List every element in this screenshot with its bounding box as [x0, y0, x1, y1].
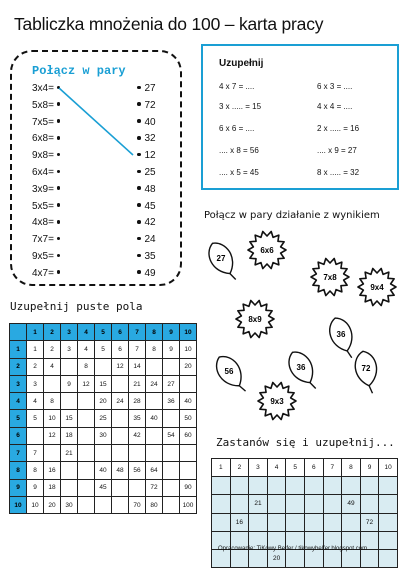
grid-cell: 40 — [95, 462, 112, 479]
small-grid-header-cell: 2 — [230, 459, 249, 477]
small-grid-cell[interactable] — [304, 549, 323, 567]
small-grid-cell: 20 — [267, 549, 286, 567]
grid-cell[interactable] — [163, 358, 180, 375]
grid-cell[interactable] — [61, 479, 78, 496]
grid-cell[interactable] — [44, 375, 61, 392]
grid-cell: 9 — [27, 479, 44, 496]
grid-cell[interactable] — [163, 445, 180, 462]
fill-equation[interactable]: .... x 5 = 45 — [219, 168, 259, 177]
match-right-label: 42 — [144, 217, 156, 229]
grid-row-header: 3 — [10, 375, 27, 392]
grid-cell: 56 — [129, 462, 146, 479]
small-grid-cell[interactable] — [286, 477, 305, 495]
grid-cell: 9 — [163, 341, 180, 358]
small-grid-cell[interactable] — [286, 549, 305, 567]
grid-row-header: 2 — [10, 358, 27, 375]
grid-cell: 18 — [44, 479, 61, 496]
grid-row — [10, 410, 197, 427]
flower[interactable] — [311, 258, 349, 295]
small-grid-cell[interactable] — [249, 477, 268, 495]
small-grid-cell[interactable] — [342, 513, 361, 531]
grid-row-header: 5 — [10, 410, 27, 427]
grid-cell[interactable] — [180, 462, 197, 479]
grid-cell: 15 — [61, 410, 78, 427]
grid-cell: 16 — [44, 462, 61, 479]
grid-cell[interactable] — [146, 393, 163, 410]
leaf-label: 36 — [336, 330, 346, 339]
small-grid-cell[interactable] — [323, 495, 342, 513]
grid-cell: 18 — [61, 427, 78, 444]
match-right-label: 27 — [144, 83, 156, 94]
grid-cell: 64 — [146, 462, 163, 479]
grid-header-cell: 9 — [163, 324, 180, 341]
leaf-stem — [239, 385, 245, 393]
grid-cell: 24 — [146, 375, 163, 392]
fill-equation[interactable]: 4 x 7 = .... — [219, 82, 255, 91]
grid-cell: 27 — [163, 375, 180, 392]
grid-cell[interactable] — [163, 496, 180, 513]
grid-cell[interactable] — [95, 358, 112, 375]
flower[interactable] — [236, 300, 274, 337]
grid-cell[interactable] — [44, 445, 61, 462]
grid-cell[interactable] — [61, 358, 78, 375]
small-grid-cell: 49 — [342, 495, 361, 513]
grid-row-header: 7 — [10, 445, 27, 462]
grid-header-cell: 8 — [146, 324, 163, 341]
grid-row — [10, 375, 197, 392]
grid-cell: 100 — [180, 496, 197, 513]
grid-cell[interactable] — [27, 427, 44, 444]
small-grid-cell[interactable] — [212, 513, 231, 531]
grid-cell: 21 — [129, 375, 146, 392]
fill-equation[interactable]: 4 x 4 = .... — [317, 102, 353, 111]
grid-cell: 1 — [27, 341, 44, 358]
small-grid-row — [212, 549, 398, 567]
small-grid-cell[interactable] — [323, 513, 342, 531]
small-grid-cell[interactable] — [323, 477, 342, 495]
match-left-label: 6x8= — [32, 133, 54, 145]
grid-cell: 9 — [61, 375, 78, 392]
grid-cell[interactable] — [95, 496, 112, 513]
flower[interactable] — [258, 382, 296, 419]
grid-cell: 72 — [146, 479, 163, 496]
match-left-label: 9x5= — [32, 251, 54, 262]
grid-cell[interactable] — [112, 445, 129, 462]
grid-corner-cell — [10, 324, 27, 341]
grid-cell: 4 — [78, 341, 95, 358]
small-grid-cell[interactable] — [379, 495, 398, 513]
grid-cell: 8 — [27, 462, 44, 479]
leaf-label: 36 — [296, 363, 306, 372]
grid-cell: 21 — [61, 445, 78, 462]
leaf[interactable] — [353, 349, 381, 395]
grid-row — [10, 358, 197, 375]
grid-cell: 10 — [44, 410, 61, 427]
grid-cell[interactable] — [112, 427, 129, 444]
small-grid-header-cell: 5 — [286, 459, 305, 477]
small-grid-cell[interactable] — [249, 513, 268, 531]
small-grid-cell[interactable] — [379, 513, 398, 531]
small-grid-cell[interactable] — [379, 549, 398, 567]
small-grid-header-cell: 3 — [249, 459, 268, 477]
match-right-label: 32 — [144, 133, 156, 145]
small-grid-cell[interactable] — [286, 495, 305, 513]
small-grid-cell[interactable] — [342, 549, 361, 567]
match-left-label: 6x4= — [32, 167, 54, 178]
fill-equation[interactable]: 8 x ..... = 32 — [317, 168, 360, 177]
grid-cell: 14 — [129, 358, 146, 375]
pair-title: Połącz w pary działanie z wynikiem — [204, 210, 380, 221]
small-grid-cell[interactable] — [304, 513, 323, 531]
grid-header-cell: 1 — [27, 324, 44, 341]
grid-cell[interactable] — [146, 427, 163, 444]
grid-header-cell: 3 — [61, 324, 78, 341]
grid-row — [10, 427, 197, 444]
small-grid-title: Zastanów się i uzupełnij... — [216, 436, 395, 449]
grid-cell: 45 — [95, 479, 112, 496]
grid-cell: 4 — [44, 358, 61, 375]
small-grid-header-cell: 4 — [267, 459, 286, 477]
small-grid-cell[interactable] — [267, 477, 286, 495]
small-grid-cell[interactable] — [323, 549, 342, 567]
small-grid-cell[interactable] — [230, 495, 249, 513]
grid-cell: 25 — [95, 410, 112, 427]
grid-row — [10, 341, 197, 358]
grid-cell[interactable] — [78, 393, 95, 410]
grid-cell[interactable] — [180, 445, 197, 462]
grid-row — [10, 393, 197, 410]
fill-title: Uzupełnij — [219, 58, 264, 69]
grid-cell[interactable] — [112, 479, 129, 496]
grid-cell: 12 — [112, 358, 129, 375]
grid-cell[interactable] — [146, 358, 163, 375]
flower-label: 9x3 — [270, 397, 284, 406]
grid-cell: 20 — [180, 358, 197, 375]
match-right-label: 24 — [144, 234, 156, 246]
grid-cell: 40 — [180, 393, 197, 410]
grid-row-header: 1 — [10, 341, 27, 358]
grid-cell: 80 — [146, 496, 163, 513]
grid-row-header: 4 — [10, 393, 27, 410]
match-right-label: 48 — [144, 183, 156, 195]
match-right-label: 12 — [144, 150, 156, 162]
grid-row-header: 10 — [10, 496, 27, 513]
grid-row — [10, 496, 197, 513]
grid-header-cell: 10 — [180, 324, 197, 341]
grid-header-row — [10, 324, 197, 341]
grid-cell: 6 — [112, 341, 129, 358]
grid-cell: 12 — [78, 375, 95, 392]
grid-cell: 7 — [129, 341, 146, 358]
fill-equation[interactable]: 2 x ..... = 16 — [317, 124, 360, 133]
fill-equation[interactable]: 3 x ..... = 15 — [219, 102, 262, 111]
small-grid-cell[interactable] — [342, 477, 361, 495]
small-grid-cell[interactable] — [212, 495, 231, 513]
grid-cell[interactable] — [78, 410, 95, 427]
flower-label: 8x9 — [248, 315, 262, 324]
grid-row — [10, 479, 197, 496]
flower[interactable] — [248, 231, 286, 268]
match-right-label: 35 — [144, 251, 156, 262]
small-grid-header-cell: 9 — [360, 459, 379, 477]
grid-cell: 12 — [44, 427, 61, 444]
fill-equation[interactable]: .... x 9 = 27 — [317, 146, 357, 155]
grid-row-header: 6 — [10, 427, 27, 444]
small-grid-row — [212, 495, 398, 513]
grid-cell[interactable] — [78, 496, 95, 513]
match-left-label: 4x8= — [32, 217, 54, 229]
small-grid-row — [212, 477, 398, 495]
small-grid-cell[interactable] — [267, 495, 286, 513]
grid-row-header: 9 — [10, 479, 27, 496]
small-grid-cell[interactable] — [379, 531, 398, 549]
grid-cell[interactable] — [78, 427, 95, 444]
grid-cell: 60 — [180, 427, 197, 444]
grid-cell: 20 — [44, 496, 61, 513]
match-right-label: 72 — [144, 99, 156, 111]
grid-cell: 10 — [27, 496, 44, 513]
grid-cell[interactable] — [112, 496, 129, 513]
match-left-label: 3x4= — [32, 83, 54, 94]
small-grid-cell[interactable] — [304, 477, 323, 495]
grid-cell: 90 — [180, 479, 197, 496]
grid-cell[interactable] — [129, 445, 146, 462]
grid-header-cell: 2 — [44, 324, 61, 341]
small-grid-cell[interactable] — [360, 549, 379, 567]
page-title: Tabliczka mnożenia do 100 – karta pracy — [14, 14, 324, 34]
grid-cell[interactable] — [61, 462, 78, 479]
fill-equation[interactable]: .... x 8 = 56 — [219, 146, 259, 155]
small-grid-cell[interactable] — [212, 549, 231, 567]
grid-cell: 35 — [129, 410, 146, 427]
grid-cell[interactable] — [78, 479, 95, 496]
match-left-label: 5x8= — [32, 99, 54, 111]
small-grid-header-row — [212, 459, 398, 477]
grid-cell: 3 — [27, 375, 44, 392]
grid-row — [10, 462, 197, 479]
grid-cell: 10 — [180, 341, 197, 358]
grid-cell[interactable] — [61, 393, 78, 410]
grid-cell[interactable] — [95, 445, 112, 462]
leaf-label: 56 — [224, 367, 234, 376]
grid-cell: 30 — [95, 427, 112, 444]
fill-equation[interactable]: 6 x 6 = .... — [219, 124, 255, 133]
grid-row-header: 8 — [10, 462, 27, 479]
leaf-stem — [230, 273, 236, 281]
small-grid-cell: 21 — [249, 495, 268, 513]
match-left-label: 7x7= — [32, 234, 54, 246]
leaf-stem — [310, 382, 316, 390]
flower-label: 7x8 — [323, 273, 337, 282]
grid-cell[interactable] — [146, 445, 163, 462]
grid-cell[interactable] — [112, 375, 129, 392]
footer-credit: Opracowanie: TiKowy Belfer / tikowybelfer.blogspot.com — [218, 546, 368, 552]
small-grid-cell[interactable] — [267, 513, 286, 531]
grid-cell: 5 — [27, 410, 44, 427]
small-grid-header-cell: 10 — [379, 459, 398, 477]
leaf-label: 27 — [216, 254, 226, 263]
small-grid-cell[interactable] — [230, 477, 249, 495]
grid-cell[interactable] — [163, 410, 180, 427]
grid-header-cell: 5 — [95, 324, 112, 341]
grid-cell: 24 — [112, 393, 129, 410]
flower-label: 6x6 — [260, 246, 274, 255]
small-grid-cell[interactable] — [212, 477, 231, 495]
grid-cell[interactable] — [163, 462, 180, 479]
grid-cell[interactable] — [78, 445, 95, 462]
leaf-stem — [369, 385, 372, 393]
multiplication-grid — [9, 323, 197, 514]
grid-cell: 7 — [27, 445, 44, 462]
match-right-label: 40 — [144, 116, 156, 128]
grid-cell[interactable] — [180, 375, 197, 392]
leaf-label: 72 — [361, 364, 371, 373]
grid-header-cell: 4 — [78, 324, 95, 341]
match-left-label: 4x7= — [32, 267, 54, 279]
leaf[interactable] — [325, 314, 359, 362]
grid-cell: 15 — [95, 375, 112, 392]
leaf[interactable] — [203, 238, 243, 286]
small-grid-cell[interactable] — [304, 495, 323, 513]
flower-label: 9x4 — [370, 283, 384, 292]
grid-cell: 2 — [44, 341, 61, 358]
leaf-stem — [347, 350, 352, 358]
grid-cell: 42 — [129, 427, 146, 444]
grid-cell: 4 — [27, 393, 44, 410]
grid-cell: 40 — [146, 410, 163, 427]
grid-header-cell: 6 — [112, 324, 129, 341]
small-grid-header-cell: 7 — [323, 459, 342, 477]
grid-cell[interactable] — [129, 479, 146, 496]
grid-cell[interactable] — [78, 462, 95, 479]
small-grid-cell[interactable] — [360, 495, 379, 513]
small-grid-cell[interactable] — [286, 513, 305, 531]
grid-header-cell: 7 — [129, 324, 146, 341]
grid-cell: 70 — [129, 496, 146, 513]
grid-row — [10, 445, 197, 462]
grid-cell[interactable] — [163, 479, 180, 496]
grid-cell: 48 — [112, 462, 129, 479]
match-right-label: 49 — [144, 267, 156, 279]
grid-cell: 5 — [95, 341, 112, 358]
grid-cell[interactable] — [112, 410, 129, 427]
grid-cell: 28 — [129, 393, 146, 410]
small-grid-header-cell: 6 — [304, 459, 323, 477]
match-left-label: 5x5= — [32, 200, 54, 212]
small-grid-cell: 16 — [230, 513, 249, 531]
grid-cell: 8 — [146, 341, 163, 358]
flower[interactable] — [358, 268, 396, 305]
small-grid-cell: 72 — [360, 513, 379, 531]
small-grid-cell[interactable] — [379, 477, 398, 495]
small-grid-row — [212, 513, 398, 531]
match-right-label: 25 — [144, 167, 156, 178]
grid-cell: 2 — [27, 358, 44, 375]
grid-cell: 3 — [61, 341, 78, 358]
grid-cell: 54 — [163, 427, 180, 444]
grid-cell: 8 — [44, 393, 61, 410]
small-grid-cell[interactable] — [360, 477, 379, 495]
grid-cell: 30 — [61, 496, 78, 513]
grid-title: Uzupełnij puste pola — [10, 300, 143, 313]
small-grid-cell[interactable] — [249, 549, 268, 567]
match-left-label: 9x8= — [32, 150, 54, 162]
small-grid-cell[interactable] — [230, 549, 249, 567]
small-grid-header-cell: 1 — [212, 459, 231, 477]
grid-cell: 36 — [163, 393, 180, 410]
grid-cell: 8 — [78, 358, 95, 375]
match-left-label: 7x5= — [32, 116, 54, 128]
leaf[interactable] — [211, 351, 253, 398]
grid-cell: 50 — [180, 410, 197, 427]
match-title: Połącz w pary — [32, 64, 126, 78]
small-grid-header-cell: 8 — [342, 459, 361, 477]
match-right-label: 45 — [144, 200, 156, 212]
grid-cell: 20 — [95, 393, 112, 410]
fill-equation[interactable]: 6 x 3 = .... — [317, 82, 353, 91]
match-left-label: 3x9= — [32, 183, 54, 195]
